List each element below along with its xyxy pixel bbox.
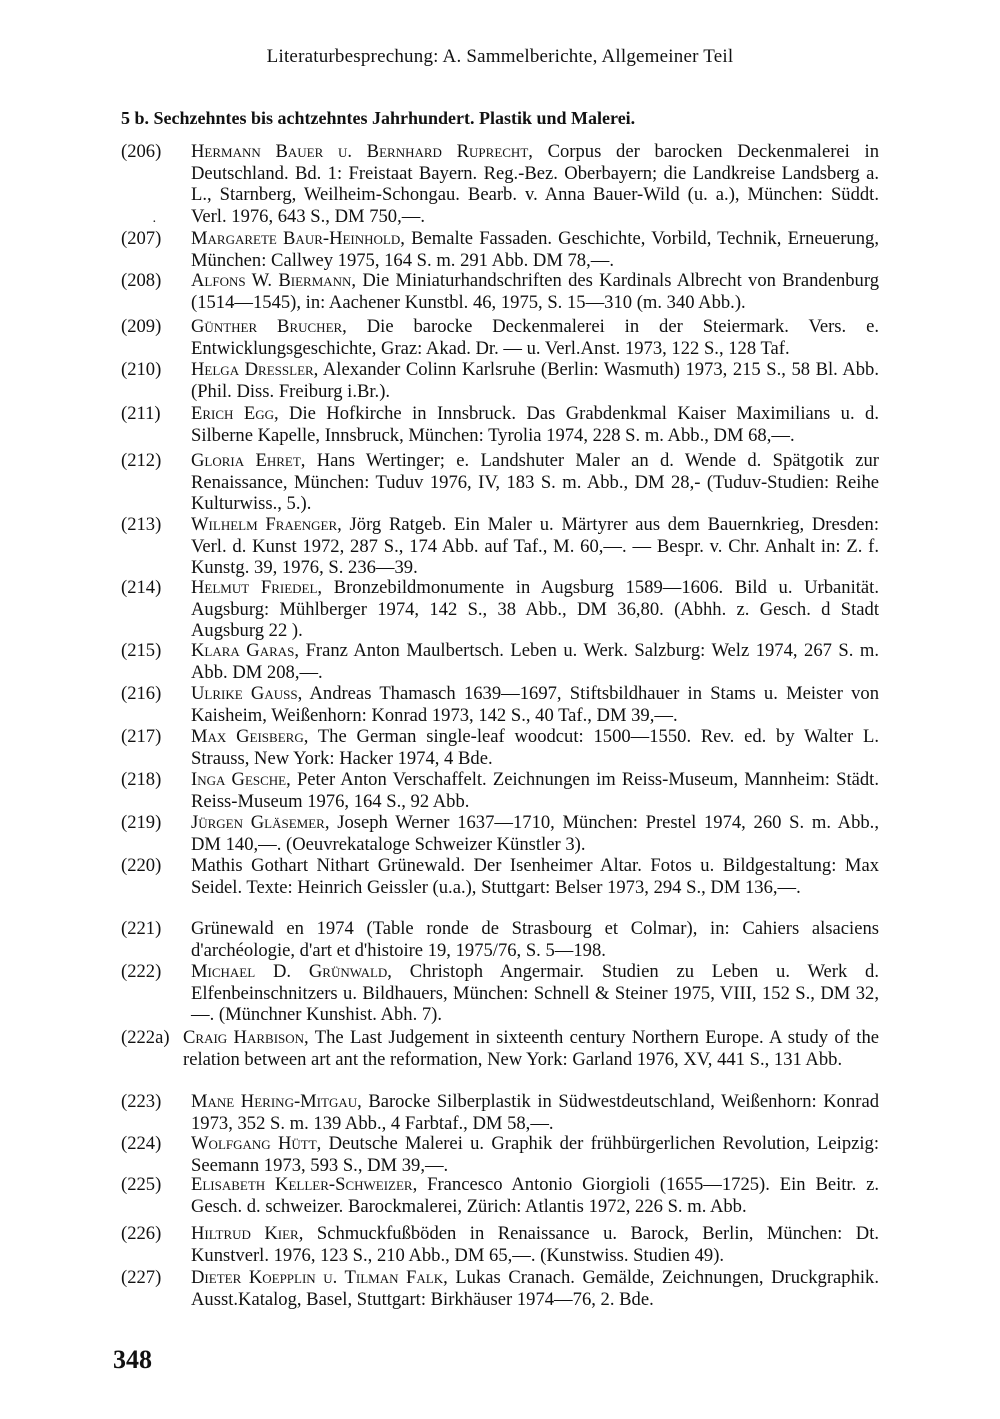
entry-number: (216) [121,683,162,704]
entry-number: (226) [121,1223,162,1244]
bibliography-entry [121,640,879,683]
entry-number: (222) [121,961,162,982]
bibliography-entry [121,918,879,961]
entry-text: Mathis Gothart Nithart Grünewald. Der Isenheimer Altar. Fotos u. Bildgestaltung: Max Seidel. Texte: Heinrich Geissler (u.a.), Stuttgart: Belser 1973, 294 S., DM 136,—. [191,855,879,898]
bibliography-entry [121,450,879,515]
entry-author: Max Geisberg, [191,726,309,747]
margin-mark: · [152,215,157,230]
entry-number: (220) [121,855,162,876]
entry-author: Wilhelm Fraenger, [191,514,342,535]
entry-author: Erich Egg, [191,403,279,424]
bibliography-entry [121,316,879,359]
entry-author: Jürgen Gläsemer, [191,812,330,833]
entry-number: (213) [121,514,162,535]
entry-author: Craig Harbison, [183,1027,309,1048]
entry-text: Bemalte Fassaden. Geschichte, Vorbild, Technik, Erneuerung, München: Callwey 1975, 164 S. m. 291 Abb. DM 78,—. [191,228,879,271]
entry-author: Alfons W. Biermann, [191,270,357,291]
entry-number: (224) [121,1133,162,1154]
entry-number: (215) [121,640,162,661]
entry-number: (207) [121,228,162,249]
bibliography-entry [121,359,879,402]
entry-number: (210) [121,359,162,380]
entry-number: (227) [121,1267,162,1288]
bibliography-entry [121,1027,879,1070]
entry-author: Wolfgang Hütt, [191,1133,322,1154]
entry-text: Peter Anton Verschaffelt. Zeichnungen im Reiss-Museum, Mannheim: Städt. Reiss-Museum 1976, 164 S., 92 Abb. [191,769,879,812]
bibliography-entry [121,228,879,271]
bibliography-entry [121,577,879,642]
entry-number: (208) [121,270,162,291]
entry-text: The Last Judgement in sixteenth century Northern Europe. A study of the relation between art ant the reformation, New York: Garland 1976, XV, 441 S., 131 Abb. [183,1027,880,1070]
entry-author: Inga Gesche, [191,769,291,790]
running-header: Literaturbesprechung: A. Sammelberichte, Allgemeiner Teil [266,46,734,67]
bibliography-entry [121,1174,879,1217]
entry-text: Andreas Thamasch 1639—1697, Stiftsbildhauer in Stams u. Meister von Kaisheim, Weißenhorn: Konrad 1973, 142 S., 40 Taf., DM 39,—. [191,683,880,726]
entry-author: Klara Garas, [191,640,300,661]
entry-text: Schmuckfußböden in Renaissance u. Barock, Berlin, München: Dt. Kunstverl. 1976, 123 S., 210 Abb., DM 65,—. (Kunstwiss. Studien 49). [191,1223,880,1266]
entry-text: Corpus der barocken Deckenmalerei in Deutschland. Bd. 1: Freistaat Bayern. Reg.-Bez. Oberbayern; die Landkreise Landsberg a. L., Starnberg, Weilheim-Schongau. Bearb. v. Anna Bauer-Wild (u. a.), München: Süddt. Verl. 1976, 643 S., DM 750,—. [191,141,879,227]
entry-number: (214) [121,577,162,598]
entry-number: (206) [121,141,162,162]
entry-number: (212) [121,450,162,471]
entry-author: Helga Dressler, [191,359,319,380]
entry-author: Helmut Friedel, [191,577,323,598]
entry-author: Hermann Bauer u. Bernhard Ruprecht, [191,141,533,162]
entry-author: Gloria Ehret, [191,450,306,471]
entry-author: Dieter Koepplin u. Tilman Falk, [191,1267,448,1288]
bibliography-entry [121,1091,879,1134]
entry-text: Barocke Silberplastik in Südwestdeutschland, Weißenhorn: Konrad 1973, 352 S. m. 139 Abb., 4 Farbtaf., DM 58,—. [191,1091,879,1134]
bibliography-entry [121,726,879,769]
entry-text: Lukas Cranach. Gemälde, Zeichnungen, Druckgraphik. Ausst.Katalog, Basel, Stuttgart: Birkhäuser 1974—76, 2. Bde. [191,1267,880,1310]
bibliography-entry [121,769,879,812]
bibliography-entry [121,270,879,313]
entry-text: Franz Anton Maulbertsch. Leben u. Werk. Salzburg: Welz 1974, 267 S. m. Abb. DM 208,—. [191,640,879,683]
entry-text: Deutsche Malerei u. Graphik der frühbürgerlichen Revolution, Leipzig: Seemann 1973, 593 S., DM 39,—. [191,1133,879,1176]
entry-text: Christoph Angermair. Studien zu Leben u. Werk d. Elfenbeinschnitzers u. Bildhauers, München: Schnell & Steiner 1975, VIII, 152 S., DM 32,—. (Münchner Kunshist. Abh. 7). [191,961,880,1025]
bibliography-entry [121,855,879,898]
entry-text: Die Hofkirche in Innsbruck. Das Grabdenkmal Kaiser Maximilians u. d. Silberne Kapelle, Innsbruck, München: Tyrolia 1974, 228 S. m. Abb., DM 68,—. [191,403,879,446]
bibliography-entry [121,1223,879,1266]
bibliography-entry [121,514,879,579]
entry-number: (222a) [121,1027,170,1048]
page-number: 348 [113,1345,152,1374]
entry-number: (211) [121,403,161,424]
entry-number: (217) [121,726,162,747]
entry-author: Mane Hering-Mitgau, [191,1091,362,1112]
bibliography-entry [121,1133,879,1176]
entry-text: Die barocke Deckenmalerei in der Steiermark. Vers. e. Entwicklungsgeschichte, Graz: Akad. Dr. — u. Verl.Anst. 1973, 122 S., 128 Taf. [191,316,879,359]
entry-author: Hiltrud Kier, [191,1223,304,1244]
entry-text: Alexander Colinn Karlsruhe (Berlin: Wasmuth) 1973, 215 S., 58 Bl. Abb. (Phil. Diss. Freiburg i.Br.). [191,359,880,402]
entry-author: Michael D. Grünwald, [191,961,392,982]
entry-text: Die Miniaturhandschriften des Kardinals Albrecht von Brandenburg (1514—1545), in: Aachener Kunstbl. 46, 1975, S. 15—310 (m. 340 Abb.). [191,270,879,313]
entry-text: Francesco Antonio Giorgioli (1655—1725). Ein Beitr. z. Gesch. d. schweizer. Barockmalerei, Zürich: Atlantis 1972, 226 S. m. Abb. [191,1174,880,1217]
entry-text: Bronzebildmonumente in Augsburg 1589—1606. Bild u. Urbanität. Augsburg: Mühlberger 1974, 142 S., 38 Abb., DM 36,80. (Abhh. z. Gesch. d Stadt Augsburg 22 ). [191,577,879,641]
bibliography-entry [121,403,879,446]
entry-author: Ulrike Gauss, [191,683,303,704]
section-title: 5 b. Sechzehntes bis achtzehntes Jahrhundert. Plastik und Malerei. [121,108,636,128]
entry-text: Grünewald en 1974 (Table ronde de Strasbourg et Colmar), in: Cahiers alsaciens d'archéologie, d'art et d'histoire 19, 1975/76, S. 5—198. [191,918,879,961]
entry-number: (223) [121,1091,162,1112]
entry-number: (218) [121,769,162,790]
bibliography-entry [121,812,879,855]
entry-text: Joseph Werner 1637—1710, München: Prestel 1974, 260 S. m. Abb., DM 140,—. (Oeuvrekataloge Schweizer Künstler 3). [191,812,879,855]
entry-text: Jörg Ratgeb. Ein Maler u. Märtyrer aus dem Bauernkrieg, Dresden: Verl. d. Kunst 1972, 287 S., 174 Abb. auf Taf., M. 60,—. — Bespr. v. Chr. Anhalt in: Z. f. Kunstg. 39, 1976, S. 236—39. [191,514,879,578]
entry-number: (225) [121,1174,162,1195]
entry-text: The German single-leaf woodcut: 1500—1550. Rev. ed. by Walter L. Strauss, New York: Hacker 1974, 4 Bde. [191,726,880,769]
entry-author: Günther Brucher, [191,316,347,337]
entry-number: (209) [121,316,162,337]
entry-author: Elisabeth Keller-Schweizer, [191,1174,418,1195]
bibliography-entry [121,961,879,1026]
bibliography-entry [121,141,879,227]
entry-number: (221) [121,918,162,939]
entry-number: (219) [121,812,162,833]
entry-text: Hans Wertinger; e. Landshuter Maler an d. Wende d. Spätgotik zur Renaissance, München: Tuduv 1976, IV, 183 S. m. Abb., DM 28,- (Tuduv-Studien: Reihe Kulturwiss., 5.). [191,450,879,514]
entry-author: Margarete Baur-Heinhold, [191,228,405,249]
bibliography-entry [121,1267,879,1310]
bibliography-entry [121,683,879,726]
